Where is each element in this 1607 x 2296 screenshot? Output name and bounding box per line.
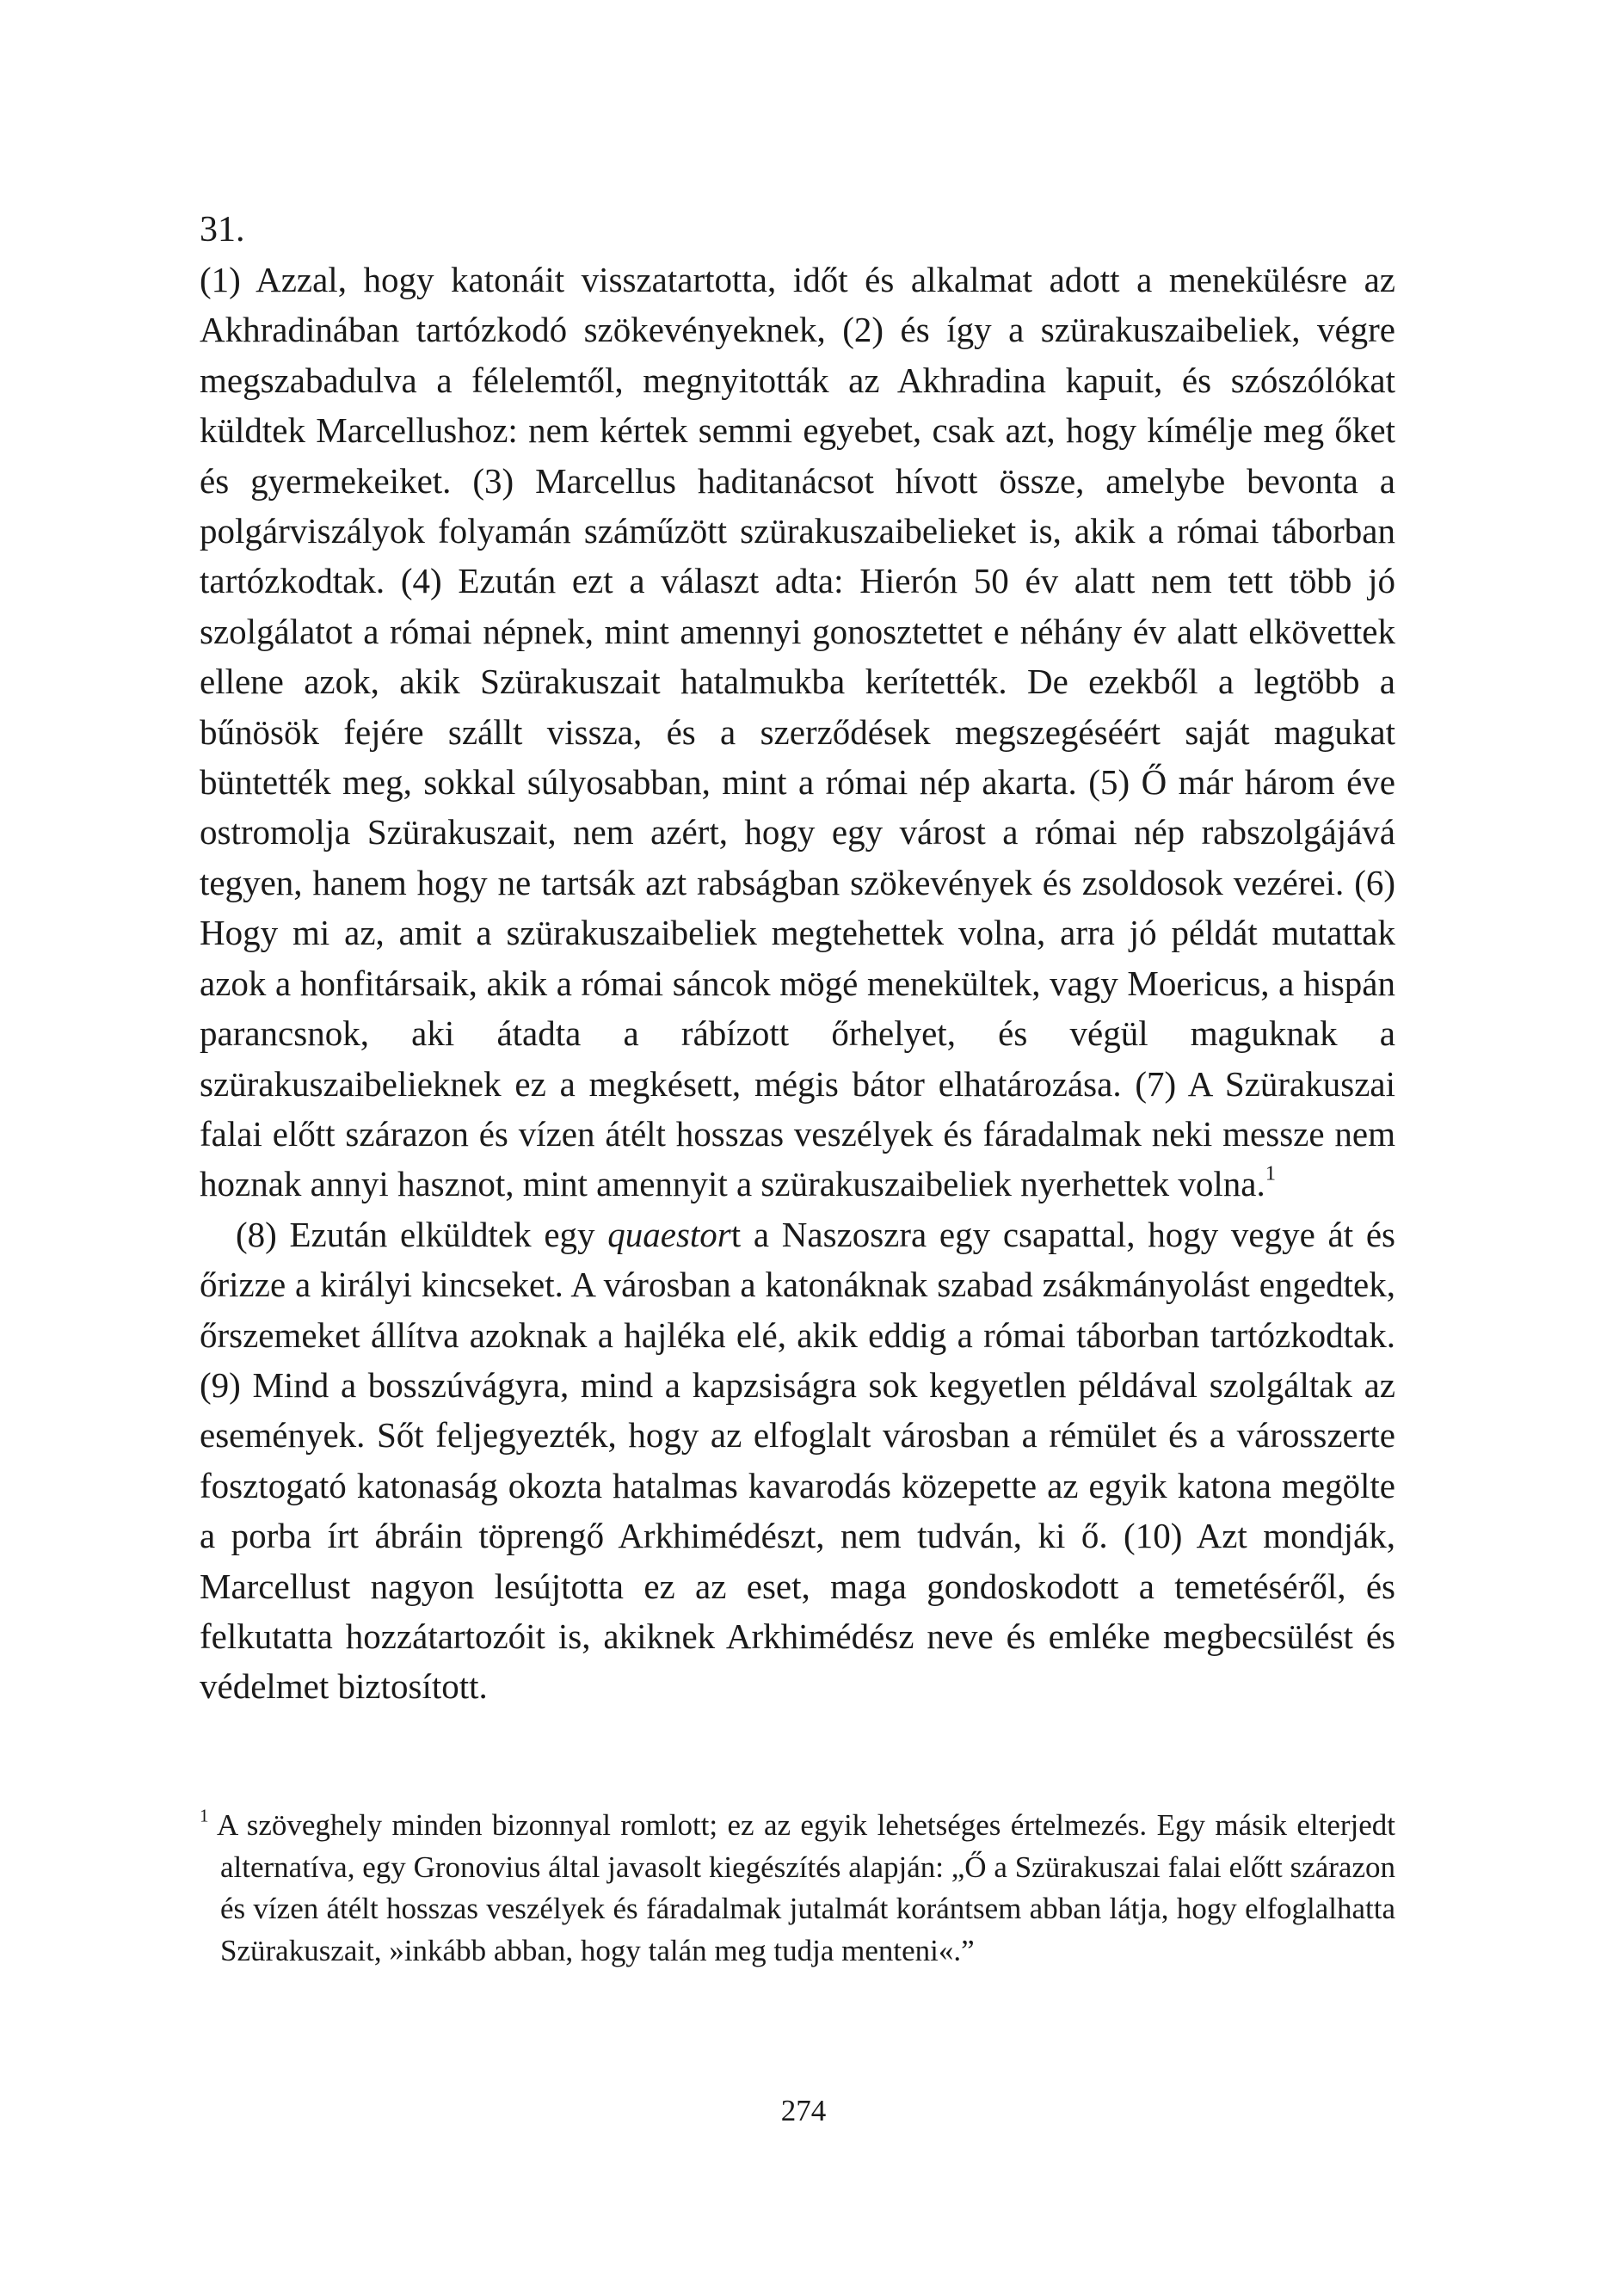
italic-term-quaestor: quaestor	[607, 1214, 731, 1254]
footnote-marker: 1	[200, 1805, 209, 1826]
footnote-text: A szöveghely minden bizonnyal romlott; ez az egyik lehetséges értelmezés. Egy másik elterjedt alternatíva, egy Gronovius által javasolt kiegészítés alapján: „Ő a Szürakuszai falai előtt szárazon és vízen átélt hosszas veszélyek és fáradalmak jutalmát korántsem abban látja, hogy elfoglalhatta Szürakuszait, »inkább abban, hogy talán meg tudja menteni«.”	[216, 1808, 1395, 1967]
paragraph-2	[200, 1210, 1395, 1712]
footnote-reference[interactable]: 1	[1265, 1161, 1277, 1185]
footnotes	[200, 1805, 1395, 1972]
paragraph-2-text-start: (8) Ezután elküldtek egy	[236, 1214, 608, 1254]
main-text	[200, 255, 1395, 1712]
footnote-1	[200, 1805, 1395, 1972]
paragraph-1-text: (1) Azzal, hogy katonáit visszatartotta, időt és alkalmat adott a menekülésre az Akhradinában tartózkodó szökevényeknek, (2) és így a szürakuszaibeliek, végre megszabadulva a félelemtől, megnyitották az Akhradina kapuit, és szószólókat küldtek Marcellushoz: nem kértek semmi egyebet, csak azt, hogy kímélje meg őket és gyermekeiket. (3) Marcellus haditanácsot hívott össze, amelybe bevonta a polgárviszályok folyamán száműzött szürakuszaibelieket is, akik a római táborban tartózkodtak. (4) Ezután ezt a választ adta: Hierón 50 év alatt nem tett több jó szolgálatot a római népnek, mint amennyi gonosztettet e néhány év alatt elkövettek ellene azok, akik Szürakuszait hatalmukba kerítették. De ezekből a legtöbb a bűnösök fejére szállt vissza, és a szerződések megszegéséért saját magukat büntették meg, sokkal súlyosabban, mint a római nép akarta. (5) Ő már három éve ostromolja Szürakuszait, nem azért, hogy egy várost a római nép rabszolgájává tegyen, hanem hogy ne tartsák azt rabságban szökevények és zsoldosok vezérei. (6) Hogy mi az, amit a szürakuszaibeliek megtehettek volna, arra jó példát mutattak azok a honfitársaik, akik a római sáncok mögé menekültek, vagy Moericus, a hispán parancsnok, aki átadta a rábízott őrhelyet, és végül maguknak a szürakuszaibelieknek ez a megkésett, mégis bátor elhatározása. (7) A Szürakuszai falai előtt szárazon és vízen átélt hosszas veszélyek és fáradalmak neki messze nem hoznak annyi hasznot, mint amennyit a szürakuszaibeliek nyerhettek volna.	[200, 260, 1395, 1204]
paragraph-2-text-rest: t a Naszoszra egy csapattal, hogy vegye át és őrizze a királyi kincseket. A városban a katonáknak szabad zsákmányolást engedtek, őrszemeket állítva azoknak a hajléka elé, akik eddig a római táborban tartózkodtak. (9) Mind a bosszúvágyra, mind a kapzsiságra sok kegyetlen példával szolgáltak az események. Sőt feljegyezték, hogy az elfoglalt városban a rémület és a városszerte fosztogató katonaság okozta hatalmas kavarodás közepette az egyik katona megölte a porba írt ábráin töprengő Arkhimédészt, nem tudván, ki ő. (10) Azt mondják, Marcellust nagyon lesújtotta ez az eset, maga gondoskodott a temetéséről, és felkutatta hozzátartozóit is, akiknek Arkhimédész neve és emléke megbecsülést és védelmet biztosított.	[200, 1214, 1395, 1707]
page-number: 274	[780, 2094, 827, 2127]
paragraph-1	[200, 255, 1395, 1210]
chapter-number: 31.	[200, 210, 245, 249]
